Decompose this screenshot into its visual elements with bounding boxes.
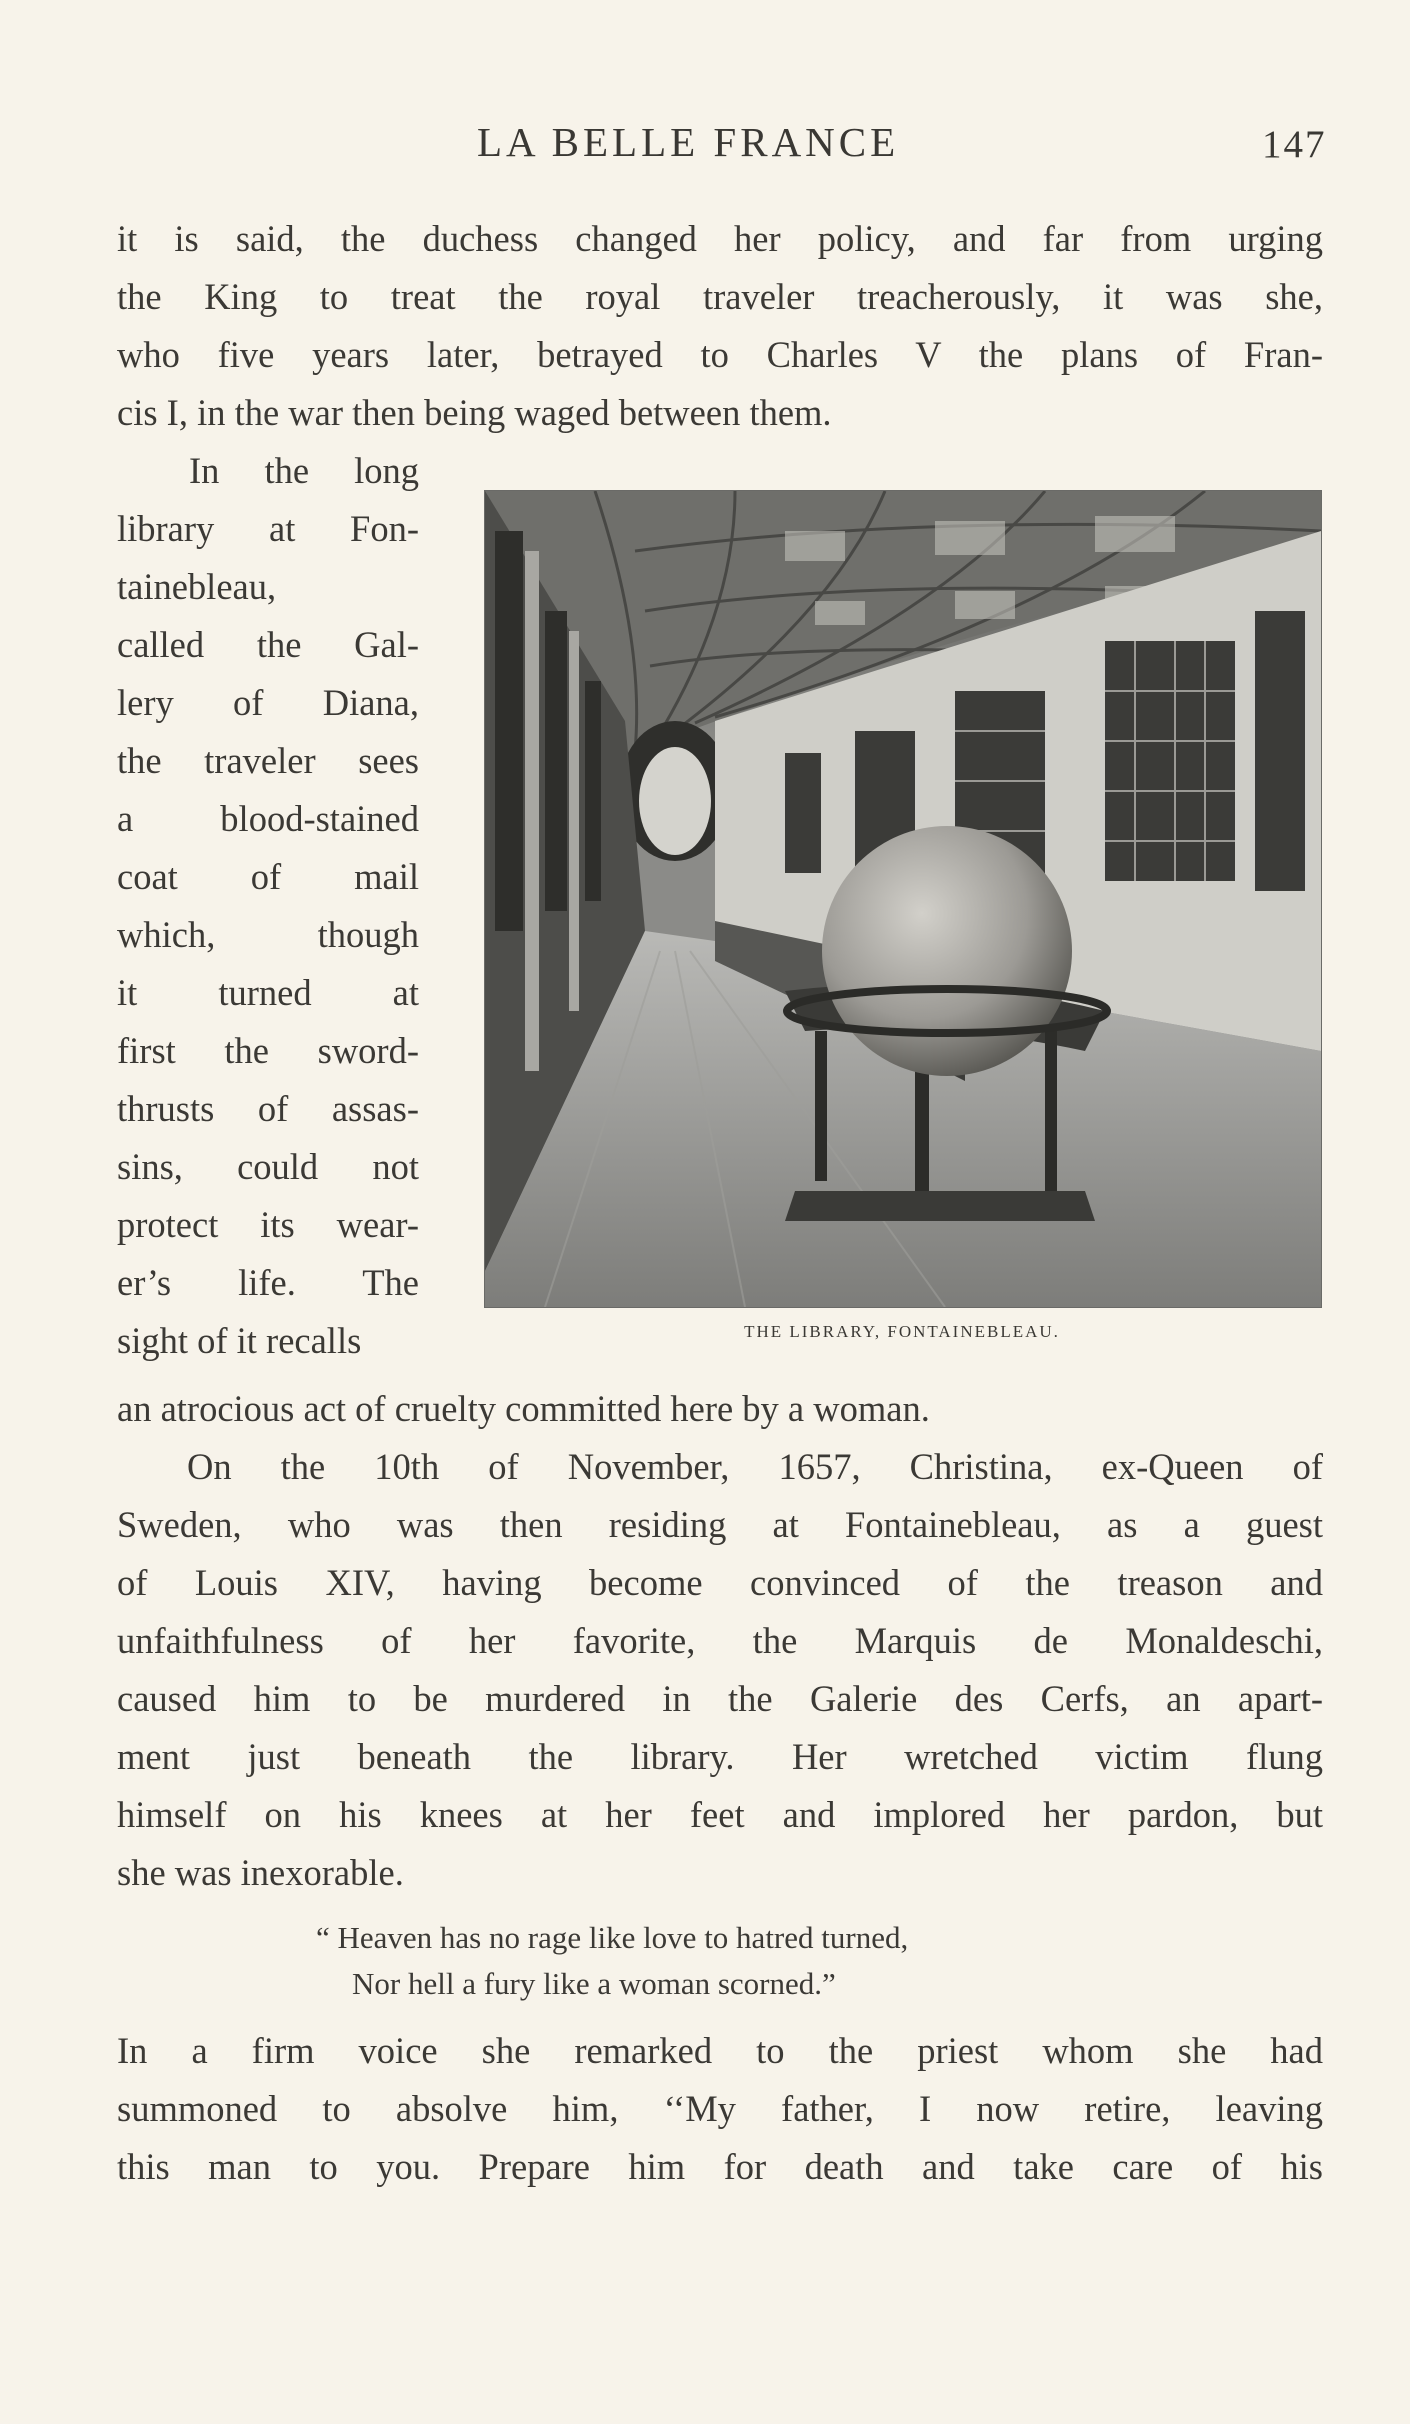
running-head: LA BELLE FRANCE [477,119,900,165]
text-line: who five years later, betrayed to Charles V the plans of Fran- [117,334,1323,375]
library-photograph [484,490,1322,1308]
text-line: of Louis XIV, having become convinced of the treason and [117,1562,1323,1603]
text-line: In a firm voice she remarked to the priest whom she had [117,2030,1323,2071]
text-line: ment just beneath the library. Her wretched victim flung [117,1736,1323,1777]
wrap-line: lery of Diana, [117,682,419,723]
page-number: 147 [1262,123,1327,166]
plate-caption: THE LIBRARY, FONTAINEBLEAU. [744,1322,1060,1341]
wrap-line: sins, could not [117,1146,419,1187]
wrap-line: called the Gal- [117,624,419,665]
text-line: cis I, in the war then being waged between them. [117,392,832,433]
wrap-line: the traveler sees [117,740,419,781]
verse-line: Nor hell a fury like a woman scorned.” [352,1966,836,2001]
wrap-line: first the sword- [117,1030,419,1071]
text-line: caused him to be murdered in the Galerie des Cerfs, an apart- [117,1678,1323,1719]
wrap-line: er’s life. The [117,1262,419,1303]
text-line: summoned to absolve him, ‘‘My father, I now retire, leaving [117,2088,1323,2129]
text-line: this man to you. Prepare him for death and take care of his [117,2146,1323,2187]
wrap-line: tainebleau, [117,566,277,607]
wrap-line: protect its wear- [117,1204,419,1245]
text-line: himself on his knees at her feet and implored her pardon, but [117,1794,1323,1835]
text-line: On the 10th of November, 1657, Christina, ex-Queen of [187,1446,1323,1487]
wrap-line: a blood-stained [117,798,419,839]
text-line: Sweden, who was then residing at Fontainebleau, as a guest [117,1504,1323,1545]
wrap-line: which, though [117,914,419,955]
wrap-line: coat of mail [117,856,419,897]
text-line: she was inexorable. [117,1852,404,1893]
text-line: it is said, the duchess changed her policy, and far from urging [117,218,1323,259]
wrap-line: it turned at [117,972,419,1013]
text-line: the King to treat the royal traveler treacherously, it was she, [117,276,1323,317]
text-line: an atrocious act of cruelty committed here by a woman. [117,1388,930,1429]
wrap-line: sight of it recalls [117,1320,362,1361]
text-line: unfaithfulness of her favorite, the Marquis de Monaldeschi, [117,1620,1323,1661]
verse-line: “ Heaven has no rage like love to hatred turned, [316,1920,909,1955]
wrap-line: library at Fon- [117,508,419,549]
wrap-line: thrusts of assas- [117,1088,419,1129]
wrap-line: In the long [189,450,419,491]
